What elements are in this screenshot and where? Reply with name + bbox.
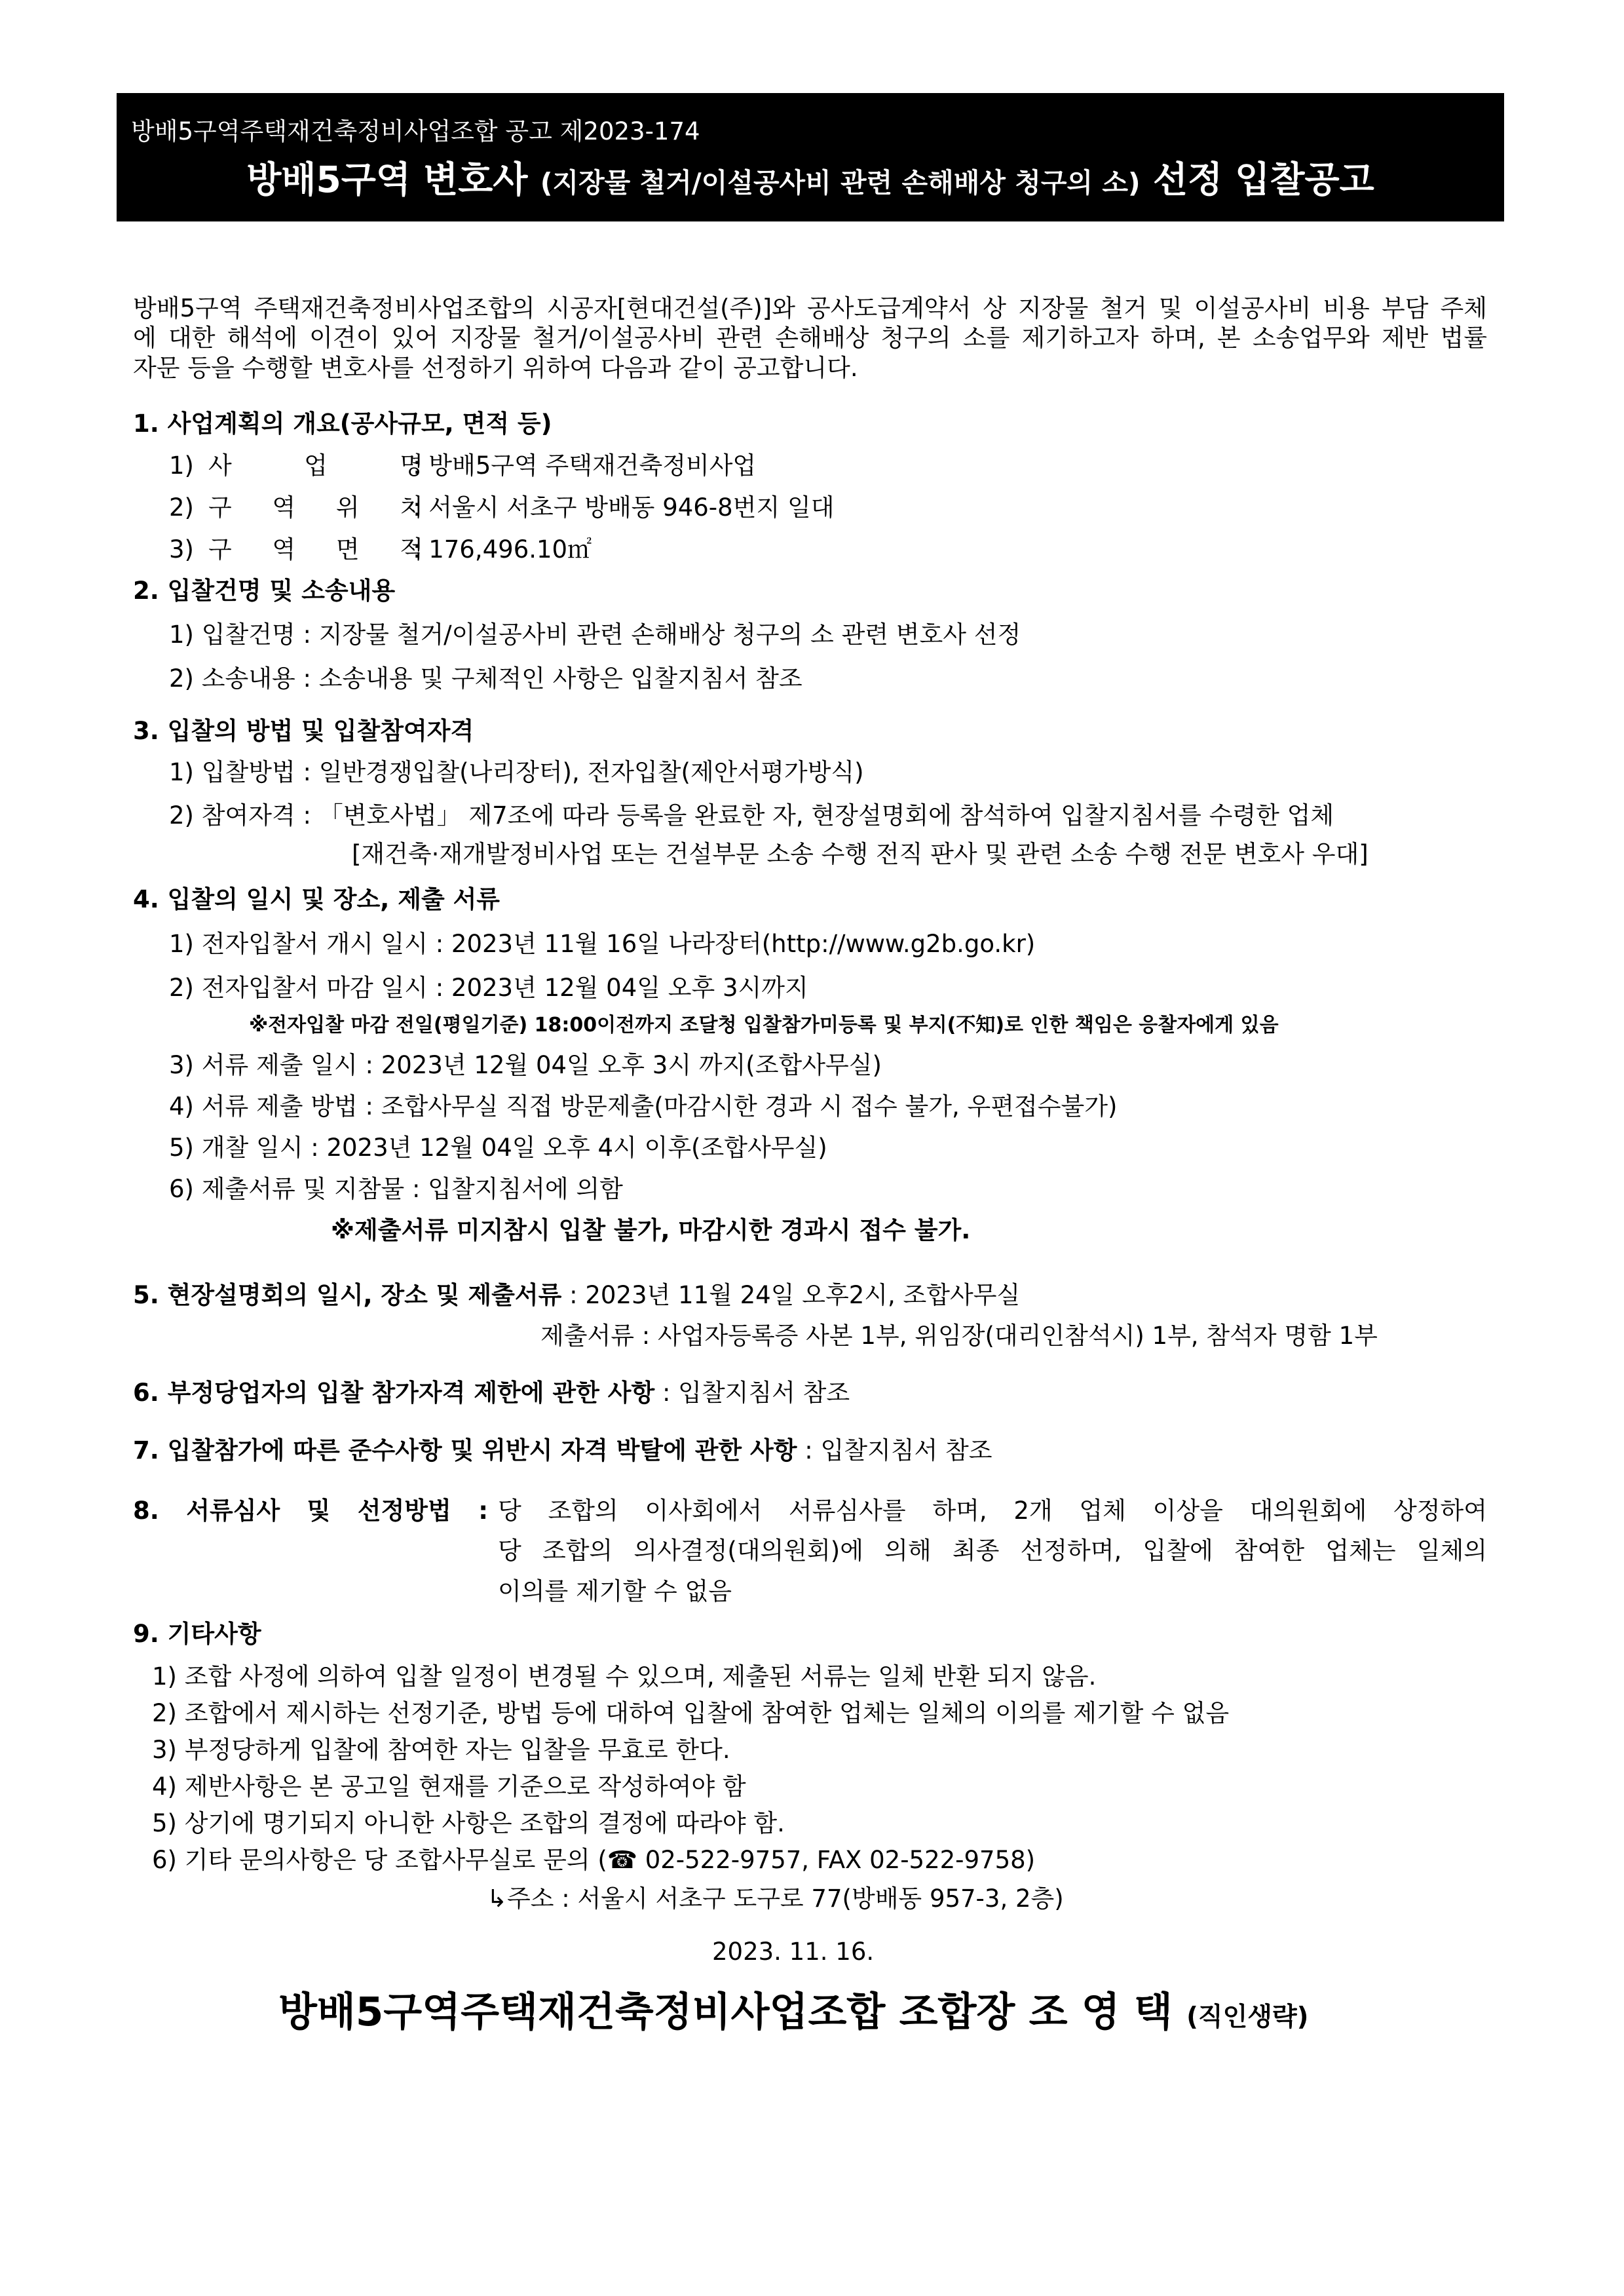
notice-header (117, 93, 1504, 221)
section-6-line (133, 1381, 850, 1405)
s3-preference-note: [재건축·재개발정비사업 또는 건설부문 소송 수행 전직 판사 및 관련 소송 수행 전문 변호사 우대] (352, 840, 1369, 868)
s9-item: 5) 상기에 명기되지 아니한 사항은 조합의 결정에 따라야 함. (152, 1809, 785, 1837)
office-address: ↳주소 : 서울시 서초구 도구로 77(방배동 957-3, 2층) (487, 1885, 1064, 1913)
section-2-heading: 2. 입찰건명 및 소송내용 (133, 577, 396, 605)
intro-line-1: 방배5구역 주택재건축정비사업조합의 시공자[현대건설(주)]와 공사도급계약서 상 지장물 철거 및 이설공사비 비용 부담 주체 (133, 294, 1487, 322)
s2-item: 1) 입찰건명 : 지장물 철거/이설공사비 관련 손해배상 청구의 소 관련 변호사 선정 (169, 621, 1021, 649)
section-6-value: : 입찰지침서 참조 (654, 1379, 850, 1407)
s8-line: 당 조합의 이사회에서 서류심사를 하며, 2개 업체 이상을 대의원회에 상정하여 (498, 1497, 1487, 1525)
phone-icon: ☎ (607, 1846, 637, 1874)
title-main: 방배5구역 변호사 (246, 159, 540, 201)
s9-item-contact (152, 1848, 1035, 1872)
title-subject: (지장물 철거/이설공사비 관련 손해배상 청구의 소) (540, 167, 1141, 199)
s1-item-value: : 서울시 서초구 방배동 946-8번지 일대 (413, 493, 835, 522)
s4-deadline-warning: ※전자입찰 마감 전일(평일기준) 18:00이전까지 조달청 입찰참가미등록 및 부지(不知)로 인한 책임은 응찰자에게 있음 (249, 1014, 1279, 1037)
notice-date: 2023. 11. 16. (712, 1938, 875, 1966)
s9-item: 3) 부정당하게 입찰에 참여한 자는 입찰을 무효로 한다. (152, 1736, 730, 1764)
section-5-value: : 2023년 11월 24일 오후2시, 조합사무실 (561, 1281, 1021, 1309)
signature-line (278, 1989, 1309, 2035)
s1-item-no: 1) (169, 451, 194, 480)
section-7-value: : 입찰지침서 참조 (797, 1436, 992, 1464)
s4-item: 5) 개찰 일시 : 2023년 12월 04일 오후 4시 이후(조합사무실) (169, 1134, 827, 1162)
notice-title (117, 151, 1504, 202)
s9-item: 2) 조합에서 제시하는 선정기준, 방법 등에 대하여 입찰에 참여한 업체는 일체의 이의를 제기할 수 없음 (152, 1699, 1230, 1727)
s1-item-value: : 방배5구역 주택재건축정비사업 (413, 451, 757, 480)
s8-line: 이의를 제기할 수 없음 (498, 1577, 732, 1605)
s4-item: 6) 제출서류 및 지참물 : 입찰지침서에 의함 (169, 1175, 623, 1203)
section-6-heading: 6. 부정당업자의 입찰 참가자격 제한에 관한 사항 (133, 1379, 655, 1407)
section-5-heading: 5. 현장설명회의 일시, 장소 및 제출서류 (133, 1281, 562, 1309)
section-5-line (133, 1283, 1020, 1307)
seal-omitted-note: (직인생략) (1186, 2002, 1309, 2032)
notice-number: 방배5구역주택재건축정비사업조합 공고 제2023-174 (131, 117, 700, 145)
section-9-heading: 9. 기타사항 (133, 1620, 261, 1648)
section-8-heading: 8. 서류심사 및 선정방법 : (133, 1497, 488, 1525)
intro-line-2: 에 대한 해석에 이견이 있어 지장물 철거/이설공사비 관련 손해배상 청구의 소를 제기하고자 하며, 본 소송업무와 제반 법률 (133, 324, 1487, 352)
contact-numbers: 02-522-9757, FAX 02-522-9758) (637, 1846, 1036, 1874)
section-7-line (133, 1438, 992, 1463)
s9-item: 4) 제반사항은 본 공고일 현재를 기준으로 작성하여야 함 (152, 1772, 746, 1801)
s3-item: 1) 입찰방법 : 일반경쟁입찰(나리장터), 전자입찰(제안서평가방식) (169, 758, 864, 786)
s1-item-label: 구 역 위 치 (208, 493, 423, 522)
intro-line-3: 자문 등을 수행할 변호사를 선정하기 위하여 다음과 같이 공고합니다. (133, 354, 858, 382)
s1-item-no: 2) (169, 493, 194, 522)
s2-item: 2) 소송내용 : 소송내용 및 구체적인 사항은 입찰지침서 참조 (169, 664, 803, 693)
s1-item-value: : 176,496.10㎡ (413, 535, 592, 564)
title-tail: 선정 입찰공고 (1140, 159, 1374, 201)
s5-documents: 제출서류 : 사업자등록증 사본 1부, 위임장(대리인참석시) 1부, 참석자 명함 1부 (540, 1322, 1378, 1350)
s1-item-no: 3) (169, 535, 194, 564)
s4-item: 2) 전자입찰서 마감 일시 : 2023년 12월 04일 오후 3시까지 (169, 974, 808, 1002)
section-1-heading: 1. 사업계획의 개요(공사규모, 면적 등) (133, 410, 552, 438)
s4-item: 4) 서류 제출 방법 : 조합사무실 직접 방문제출(마감시한 경과 시 접수 불가, 우편접수불가) (169, 1092, 1118, 1120)
s4-submission-warning: ※제출서류 미지참시 입찰 불가, 마감시한 경과시 접수 불가. (331, 1216, 971, 1244)
s1-item-label: 구 역 면 적 (208, 535, 423, 564)
s3-item: 2) 참여자격 : 「변호사법」 제7조에 따라 등록을 완료한 자, 현장설명회에 참석하여 입찰지침서를 수령한 업체 (169, 801, 1334, 830)
section-7-heading: 7. 입찰참가에 따른 준수사항 및 위반시 자격 박탈에 관한 사항 (133, 1436, 797, 1464)
s9-item: 1) 조합 사정에 의하여 입찰 일정이 변경될 수 있으며, 제출된 서류는 일체 반환 되지 않음. (152, 1662, 1097, 1691)
s8-line: 당 조합의 의사결정(대의원회)에 의해 최종 선정하며, 입찰에 참여한 업체는 일체의 (498, 1537, 1487, 1565)
s1-item-label: 사 업 명 (208, 451, 423, 480)
signature-org: 방배5구역주택재건축정비사업조합 조합장 조 영 택 (278, 1989, 1173, 2035)
s4-item: 3) 서류 제출 일시 : 2023년 12월 04일 오후 3시 까지(조합사무실) (169, 1051, 882, 1079)
section-4-heading: 4. 입찰의 일시 및 장소, 제출 서류 (133, 885, 500, 913)
s4-item: 1) 전자입찰서 개시 일시 : 2023년 11월 16일 나라장터(http://www.g2b.go.kr) (169, 930, 1036, 958)
contact-prefix: 6) 기타 문의사항은 당 조합사무실로 문의 ( (152, 1846, 607, 1874)
section-3-heading: 3. 입찰의 방법 및 입찰참여자격 (133, 717, 474, 745)
